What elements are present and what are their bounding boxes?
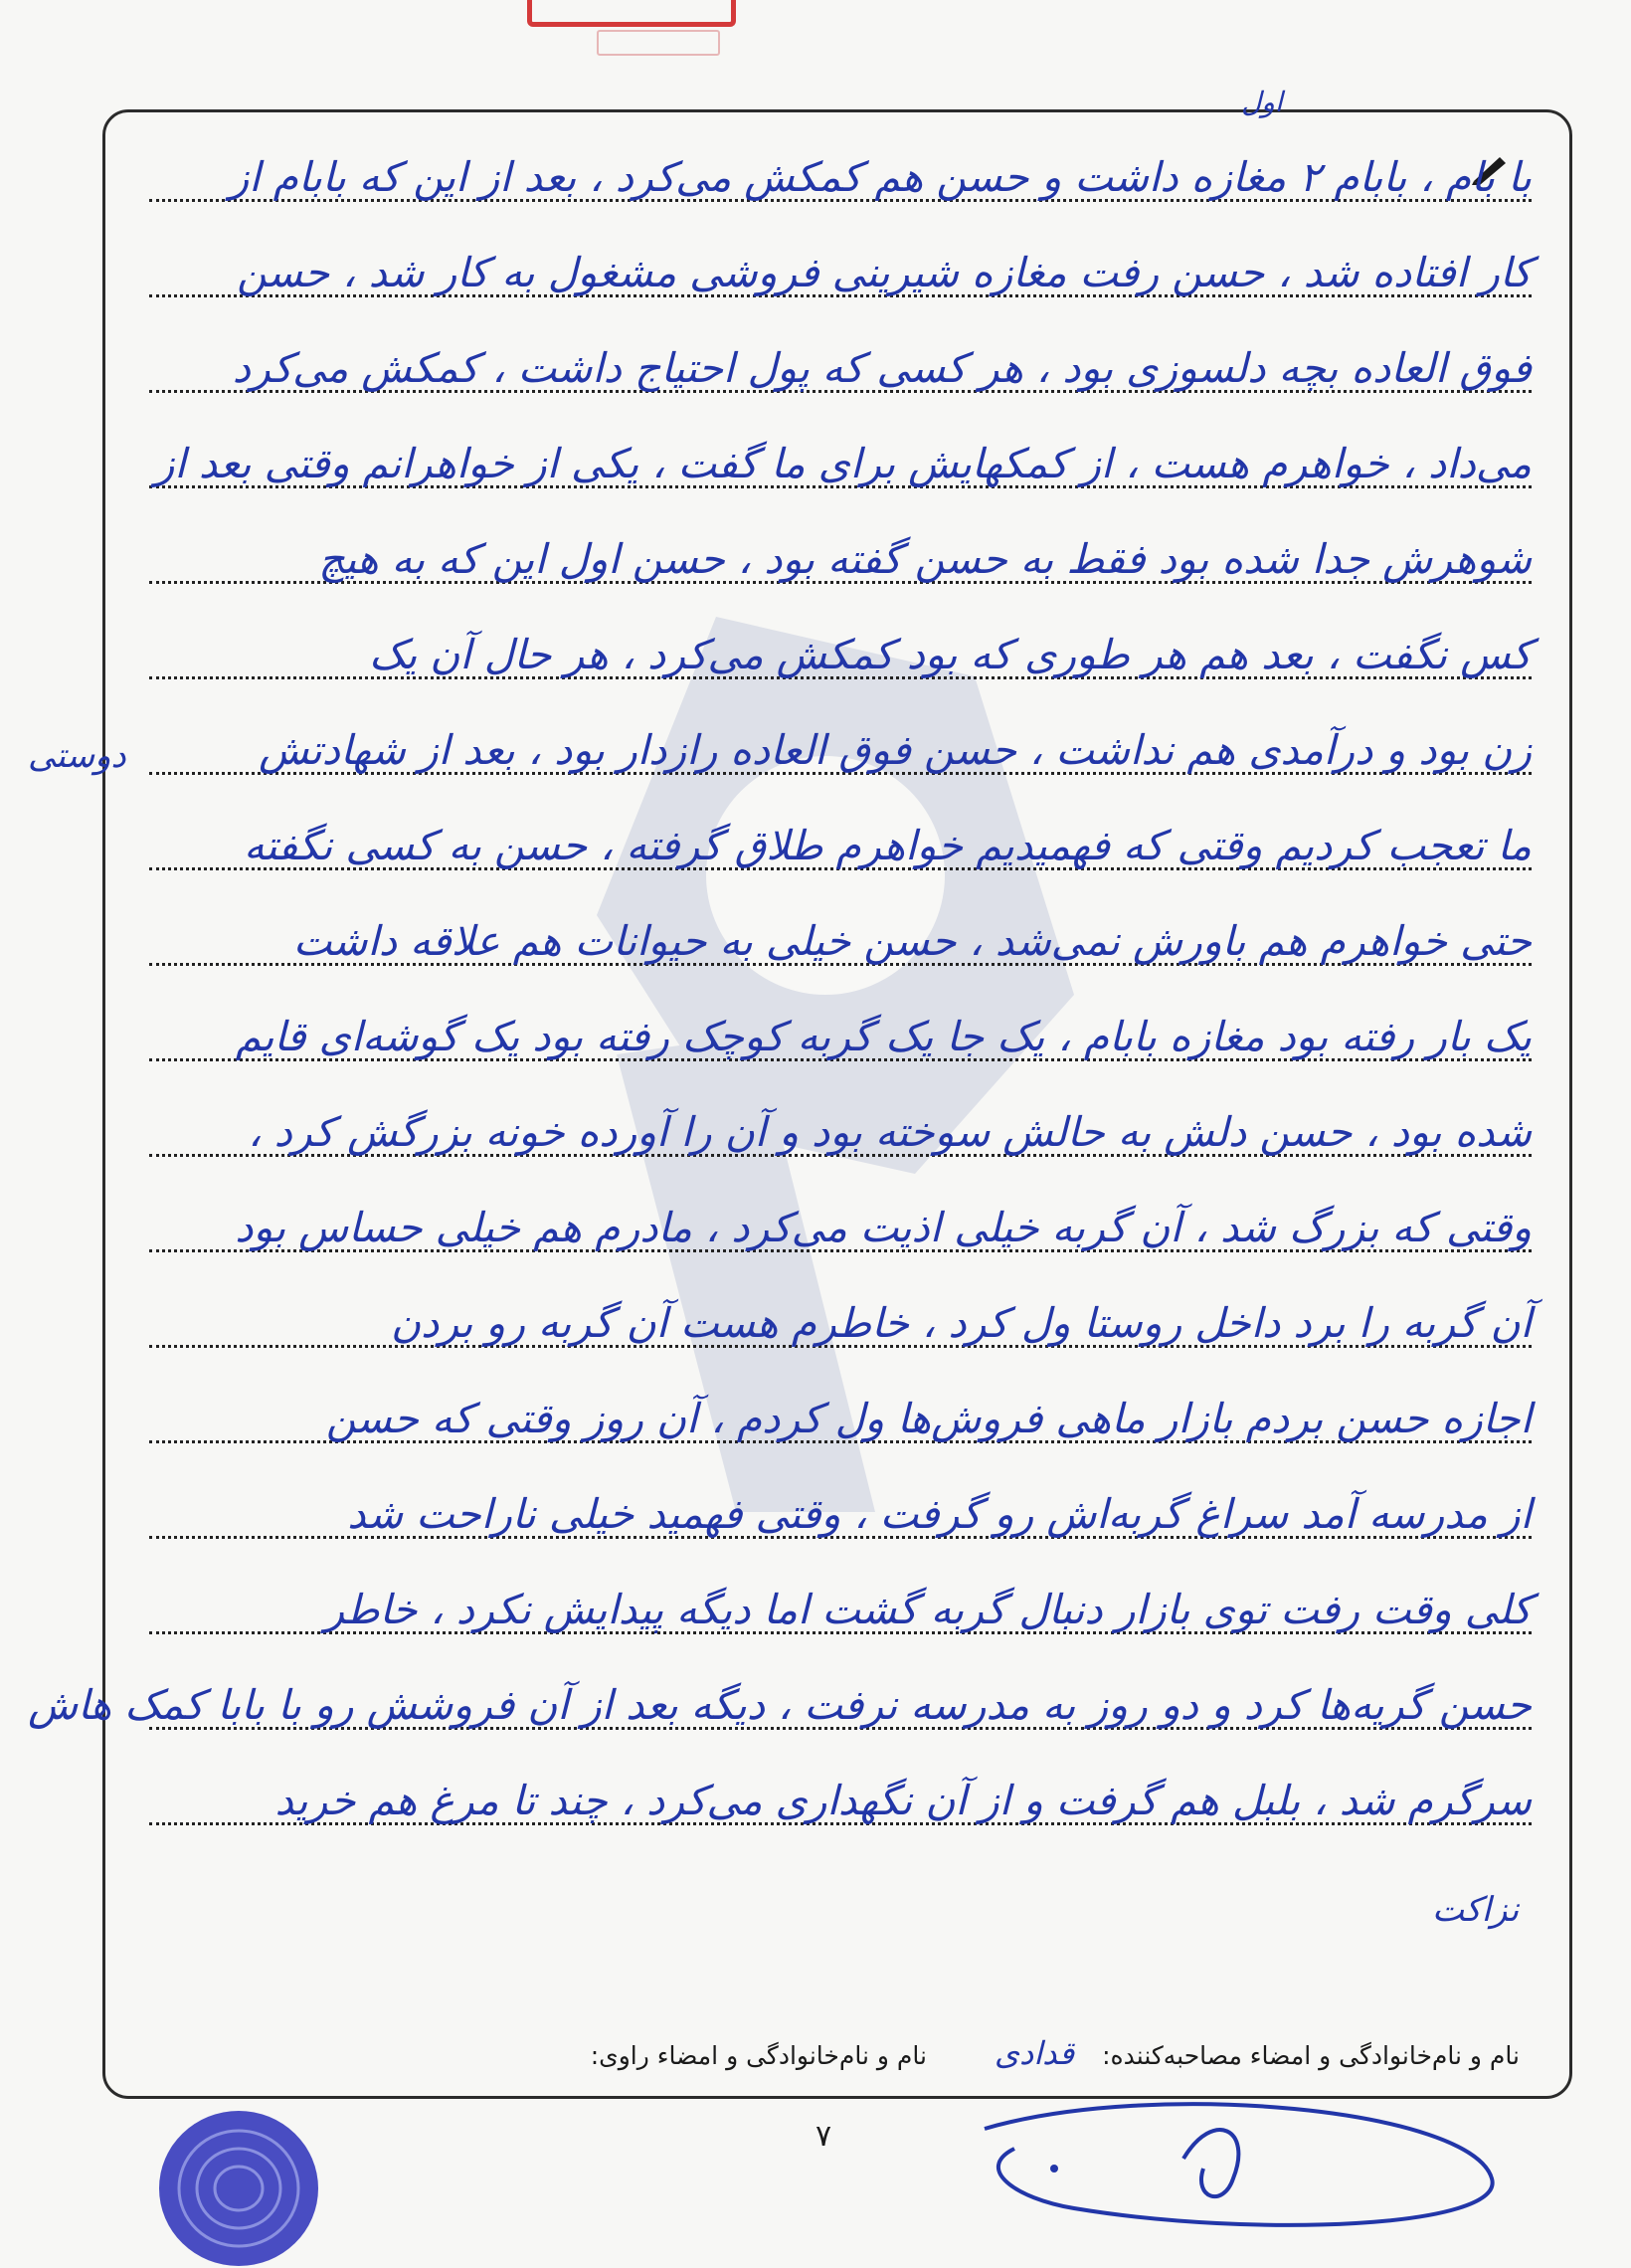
handwritten-line: کس نگفت ، بعد هم هر طوری که بود کمکش می‌کرد ، هر حال آن یک <box>369 631 1532 678</box>
handwritten-line: از مدرسه آمد سراغ گربه‌اش رو گرفت ، وقتی فهمید خیلی ناراحت شد <box>347 1490 1532 1538</box>
handwritten-line: یک بار رفته بود مغازه بابام ، یک جا یک گربه کوچک رفته بود یک گوشه‌ای قایم <box>235 1013 1532 1060</box>
faint-stamp <box>597 30 720 56</box>
handwritten-line: کار افتاده شد ، حسن رفت مغازه شیرینی فروشی مشغول به کار شد ، حسن <box>237 249 1532 296</box>
handwritten-line: ما تعجب کردیم وقتی که فهمیدیم خواهرم طلاق گرفته ، حسن به کسی نگفته <box>244 822 1532 869</box>
handwritten-line: با بام ، بابام ۲ مغازه داشت و حسن هم کمکش می‌کرد ، بعد از این که بابام از <box>229 153 1532 201</box>
handwritten-line: سرگرم شد ، بلبل هم گرفت و از آن نگهداری می‌کرد ، چند تا مرغ هم خرید <box>274 1777 1532 1824</box>
handwritten-line: کلی وقت رفت توی بازار دنبال گربه گشت اما دیگه پیدایش نکرد ، خاطر <box>324 1586 1532 1633</box>
handwritten-line: فوق العاده بچه دلسوزی بود ، هر کسی که پول احتیاج داشت ، کمکش می‌کرد <box>232 344 1532 392</box>
left-margin-note: دوستی <box>28 736 126 776</box>
narrator-label: نام و نام‌خانوادگی و امضاء راوی: <box>590 2041 927 2070</box>
red-stamp <box>527 0 736 27</box>
header-note: اول <box>1241 86 1283 118</box>
handwritten-line: اجازه حسن بردم بازار ماهی فروش‌ها ول کردم ، آن روز وقتی که حسن <box>325 1395 1532 1442</box>
right-margin-end-note: نزاکت <box>1432 1890 1520 1930</box>
interviewer-label: نام و نام‌خانوادگی و امضاء مصاحبه‌کننده: <box>1102 2041 1520 2070</box>
handwritten-line: حسن گریه‌ها کرد و دو روز به مدرسه نرفت ، دیگه بعد از آن فروشش رو با بابا کمک هاش <box>28 1681 1532 1729</box>
signature-footer <box>591 2034 1520 2072</box>
interviewer-signature: قدادی <box>994 2034 1075 2072</box>
handwritten-line: آن گربه را برد داخل روستا ول کرد ، خاطرم هست آن گربه رو بردن <box>390 1299 1532 1347</box>
thumbprint <box>149 2099 328 2268</box>
handwritten-line: می‌داد ، خواهرم هست ، از کمکهایش برای ما گفت ، یکی از خواهرانم وقتی بعد از <box>154 440 1532 487</box>
handwritten-line: شوهرش جدا شده بود فقط به حسن گفته بود ، حسن اول این که به هیچ <box>318 535 1532 583</box>
signature <box>955 2089 1512 2238</box>
handwritten-line: شده بود ، حسن دلش به حالش سوخته بود و آن را آورده خونه بزرگش کرد ، <box>248 1108 1532 1156</box>
page-number: ۷ <box>816 2119 832 2154</box>
handwritten-line: حتی خواهرم هم باورش نمی‌شد ، حسن خیلی به حیوانات هم علاقه داشت <box>292 917 1532 965</box>
handwritten-line: زن بود و درآمدی هم نداشت ، حسن فوق العاده رازدار بود ، بعد از شهادتش <box>259 726 1532 774</box>
handwritten-line: وقتی که بزرگ شد ، آن گربه خیلی اذیت می‌کرد ، مادرم هم خیلی حساس بود <box>235 1204 1532 1251</box>
